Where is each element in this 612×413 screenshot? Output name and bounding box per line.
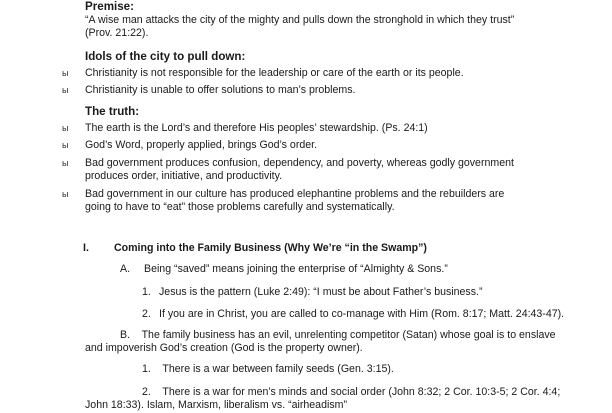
truth-heading: The truth: [85,105,140,118]
bullet-marker: ы [62,68,69,78]
truth-item-line1: Bad government produces confusion, dependency, and poverty, whereas godly government [85,156,514,169]
truth-item-line2: produces order, initiative, and productivity. [85,170,283,183]
truth-bullet-4 [57,188,595,201]
idols-bullet-2 [57,84,585,97]
outline-item-b2-line2: John 18:33). Islam, Marxism, liberalism vs. “airheadism” [85,399,347,412]
outline-item-text: Jesus is the pattern (Luke 2:49): “I must be about Father’s business.” [159,285,483,298]
outline-item-a1 [85,286,595,299]
bullet-marker: ы [62,157,69,168]
idols-heading: Idols of the city to pull down: [85,50,246,63]
outline-number: 1. [142,285,151,298]
premise-section [85,0,585,41]
bullet-marker: ы [62,140,69,151]
outline-item-b-line1: B. The family business has an evil, unrelenting competitor (Satan) whose goal is to enslave [120,328,556,341]
outline-number: 2. [142,308,151,321]
section-heading [85,242,595,255]
outline-item-b-line2: and impoverish God’s creation (God is the property owner). [85,342,363,355]
idols-bullet-1 [57,67,585,80]
idols-section [62,50,585,98]
bullet-marker: ы [62,123,69,133]
truth-item-line1: Bad government in our culture has produced elephantine problems and the rebuilders are [85,187,505,200]
idols-item-text: Christianity is not responsible for the leadership or care of the earth or its people. [85,67,464,79]
truth-bullet-1 [57,122,595,135]
truth-bullet-3 [57,157,595,170]
truth-item-text: The earth is the Lord’s and therefore His peoples’ stewardship. (Ps. 24:1) [85,122,428,134]
premise-heading: Premise: [85,0,134,13]
outline-item-text: Being “saved” means joining the enterprise of “Almighty & Sons.” [144,263,448,276]
section-number: I. [83,242,89,254]
outline-item-b2-line1: 2. There is a war for men’s minds and social order (John 8:32; 2 Cor. 10:3-5; 2 Cor. 4:4; [142,385,561,398]
outline-item-b1: 1. There is a war between family seeds (Gen. 3:15). [142,363,394,376]
truth-bullet-2 [57,139,595,152]
idols-item-text: Christianity is unable to offer solutions to man’s problems. [85,84,356,97]
bullet-marker: ы [62,85,69,96]
truth-section [62,105,595,214]
premise-quote-line2: (Prov. 21:22). [85,27,149,40]
section-title: Coming into the Family Business (Why We’re “in the Swamp”) [114,242,427,254]
premise-quote-line1: “A wise man attacks the city of the mighty and pulls down the stronghold in which they trust” [85,14,515,26]
outline-item-text: If you are in Christ, you are called to co-manage with Him (Rom. 8:17; Matt. 24:43-47). [159,308,565,321]
bullet-marker: ы [62,188,69,199]
outline-item-a2 [85,308,595,321]
outline-section [85,242,595,413]
truth-item-text: God’s Word, properly applied, brings God’s order. [85,139,318,152]
outline-letter: A. [120,263,131,276]
outline-item-a [85,263,595,276]
truth-item-line2: going to have to “eat” those problems carefully and systematically. [85,201,395,214]
